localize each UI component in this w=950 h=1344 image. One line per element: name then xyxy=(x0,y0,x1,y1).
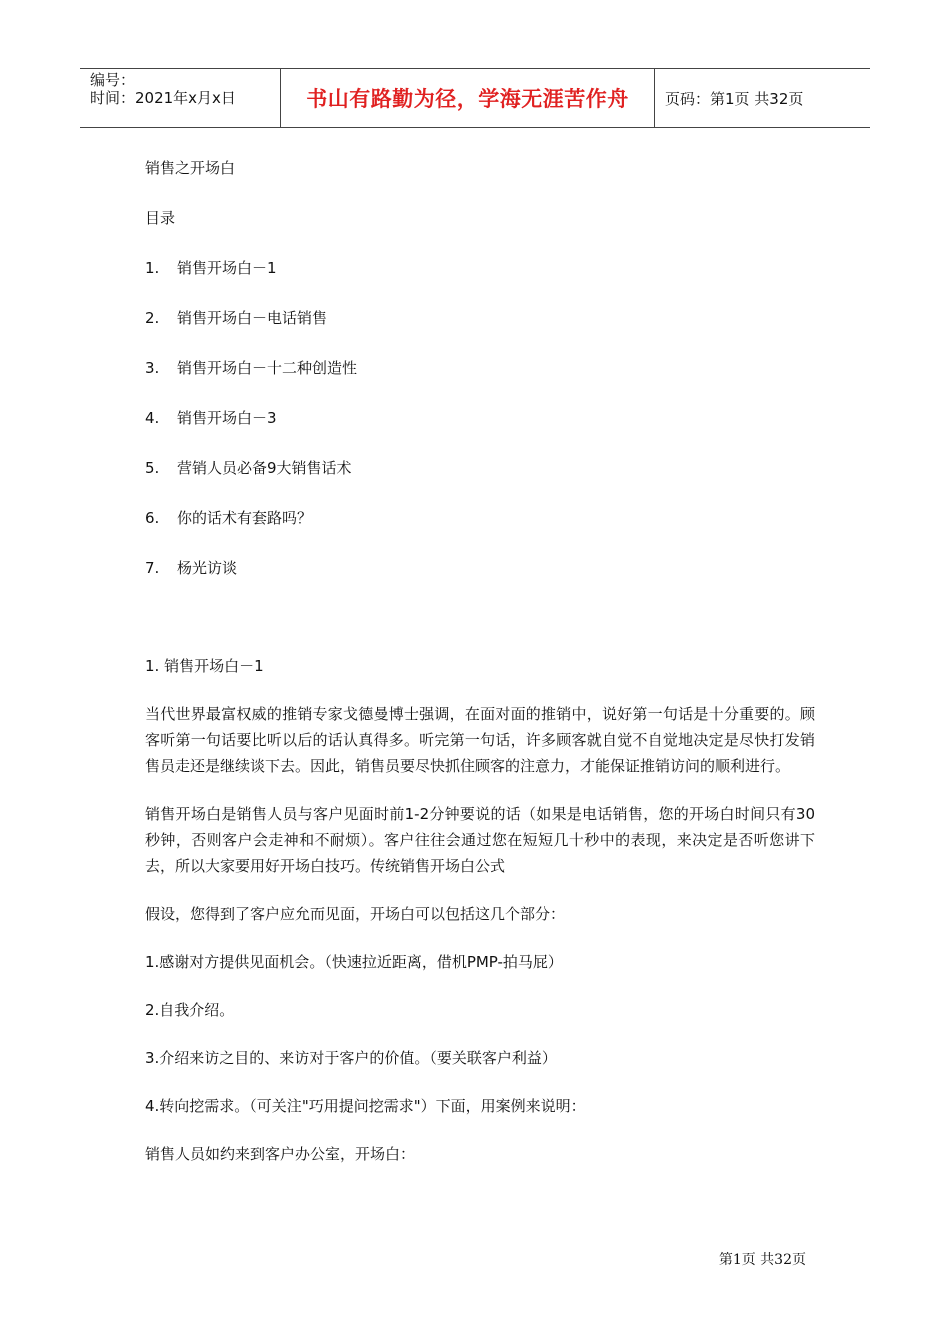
paragraph: 销售开场白是销售人员与客户见面时前1-2分钟要说的话（如果是电话销售，您的开场白时间只有30秒钟，否则客户会走神和不耐烦）。客户往往会通过您在短短几十秒中的表现，来决定是否听您讲下去，所以大家要用好开场白技巧。传统销售开场白公式 xyxy=(145,805,815,875)
table-of-contents xyxy=(145,255,815,581)
toc-item-number: 5. xyxy=(145,459,160,477)
paragraph: 2.自我介绍。 xyxy=(145,1001,235,1019)
toc-item-number: 2. xyxy=(145,309,160,327)
header-motto xyxy=(281,69,655,127)
toc-item-number: 1. xyxy=(145,259,160,277)
toc-item-text: 你的话术有套路吗？ xyxy=(177,509,313,527)
header-page-info xyxy=(655,69,870,127)
toc-item-text: 销售开场白－电话销售 xyxy=(177,309,328,327)
toc-item xyxy=(145,555,815,581)
page-header xyxy=(80,68,870,128)
toc-item-text: 销售开场白－3 xyxy=(177,409,277,427)
toc-title: 目录 xyxy=(145,209,176,227)
toc-item xyxy=(145,355,815,381)
motto-text: 书山有路勤为径，学海无涯苦作舟 xyxy=(306,87,629,111)
toc-item xyxy=(145,405,815,431)
section-heading: 1. 销售开场白－1 xyxy=(145,657,264,675)
toc-item-number: 4. xyxy=(145,409,160,427)
document-title: 销售之开场白 xyxy=(145,159,236,177)
toc-item-number: 6. xyxy=(145,509,160,527)
paragraph: 当代世界最富权威的推销专家戈德曼博士强调，在面对面的推销中，说好第一句话是十分重要的。顾客听第一句话要比听以后的话认真得多。听完第一句话，许多顾客就自觉不自觉地决定是尽快打发销售员走还是继续谈下去。因此，销售员要尽快抓住顾客的注意力，才能保证推销访问的顺利进行。 xyxy=(145,705,815,775)
toc-item xyxy=(145,455,815,481)
toc-item-number: 3. xyxy=(145,359,160,377)
paragraph: 假设，您得到了客户应允而见面，开场白可以包括这几个部分： xyxy=(145,905,566,923)
paragraph: 销售人员如约来到客户办公室，开场白： xyxy=(145,1145,416,1163)
header-meta xyxy=(80,69,281,127)
page-footer: 第1页 共32页 xyxy=(718,1252,806,1268)
toc-item xyxy=(145,255,815,281)
toc-item-text: 销售开场白－十二种创造性 xyxy=(177,359,358,377)
paragraph: 1.感谢对方提供见面机会。（快速拉近距离，借机PMP-拍马屁） xyxy=(145,953,563,971)
toc-item-text: 杨光访谈 xyxy=(177,559,238,577)
paragraph: 4.转向挖需求。（可关注"巧用提问挖需求"）下面，用案例来说明： xyxy=(145,1097,586,1115)
toc-item-text: 营销人员必备9大销售话术 xyxy=(177,459,352,477)
time-label: 时间：2021年x月x日 xyxy=(90,89,236,107)
page-label: 页码：第1页 共32页 xyxy=(665,89,804,108)
toc-item-text: 销售开场白－1 xyxy=(177,259,277,277)
toc-item xyxy=(145,305,815,331)
document-body xyxy=(145,155,815,1167)
paragraph: 3.介绍来访之目的、来访对于客户的价值。（要关联客户利益） xyxy=(145,1049,557,1067)
toc-item-number: 7. xyxy=(145,559,160,577)
number-label: 编号： xyxy=(90,71,136,89)
toc-item xyxy=(145,505,815,531)
